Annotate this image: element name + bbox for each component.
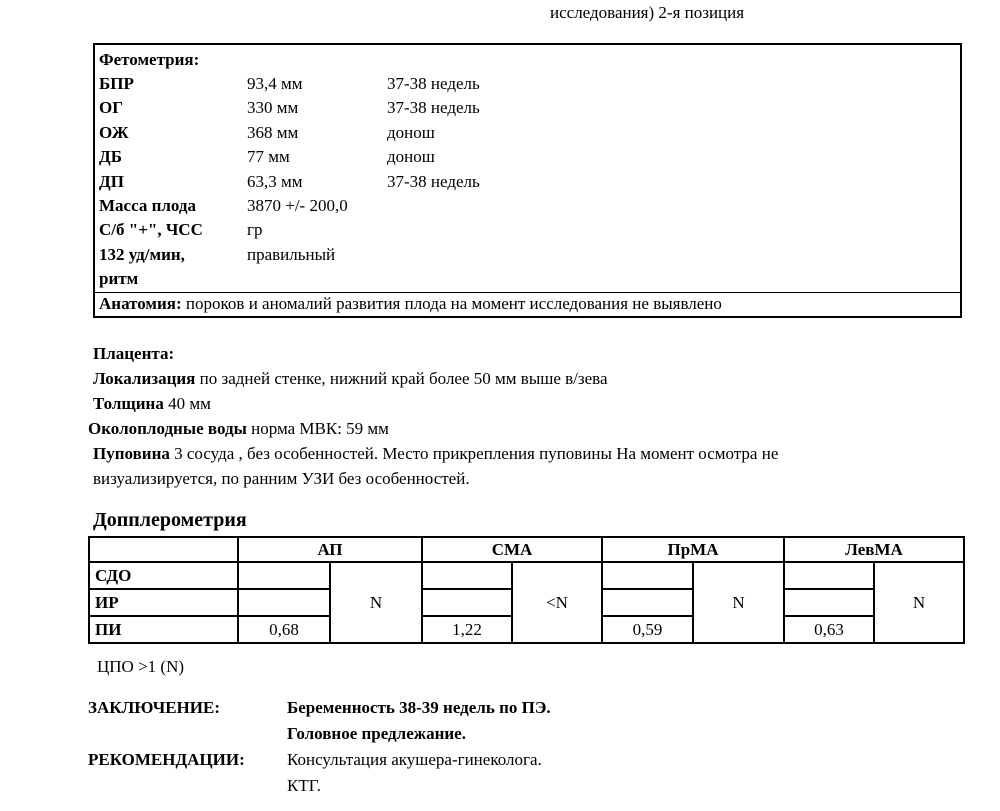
amniotic-label: Околоплодные воды: [88, 419, 247, 438]
doppler-col-ap: АП: [238, 537, 422, 562]
recommendations-label-spacer: [88, 773, 287, 799]
doppler-norm-levma: N: [874, 562, 964, 643]
localization-label: Локализация: [93, 369, 196, 388]
fetometry-row-ozh: [99, 121, 956, 145]
placenta-localization-line: [93, 366, 938, 391]
fetometry-row-value: 93,4 мм: [247, 74, 303, 93]
doppler-cell-ir-sma: [422, 589, 512, 616]
doppler-row-label-ir: ИР: [89, 589, 238, 616]
fetometry-row-label: ритм: [99, 269, 139, 289]
fetometry-row-label: ОЖ: [99, 122, 129, 142]
page-top-line: исследования) 2-я позиция: [550, 3, 745, 22]
fetometry-row-label: С/б "+", ЧСС: [99, 220, 203, 240]
doppler-cell-sdo-prma: [602, 562, 693, 589]
fetometry-row-label: БПР: [99, 74, 134, 93]
placenta-title: [93, 341, 938, 366]
fetometry-row-value: правильный: [247, 244, 336, 264]
fetometry-row-label: Масса плода: [99, 196, 197, 216]
doppler-row-label-sdo: СДО: [89, 562, 238, 589]
doppler-norm-prma: N: [693, 562, 784, 643]
doppler-title: Допплерометрия: [93, 509, 247, 531]
fetometry-title: Фетометрия:: [99, 50, 200, 69]
fetometry-row-value: 330 мм: [247, 98, 299, 118]
doppler-col-levma: ЛевМА: [784, 537, 964, 562]
fetometry-row-label: ДП: [99, 171, 124, 191]
doppler-cell-ir-ap: [238, 589, 330, 616]
fetometry-row-value: 3870 +/- 200,0: [247, 196, 348, 216]
fetometry-row-value: [247, 267, 387, 291]
fetometry-row-label: ДБ: [99, 147, 122, 167]
cpo-footnote: ЦПО >1 (N): [97, 657, 185, 676]
recommendations-line-1: [88, 747, 948, 773]
doppler-row-label-pi: ПИ: [89, 616, 238, 643]
fetometry-row-value: гр: [247, 220, 263, 240]
recommendations-line-2: [88, 773, 948, 799]
fetometry-row-ritm: [99, 267, 956, 291]
umbilical-cord-line-1: [93, 441, 938, 466]
fetometry-row-label: 132 уд/мин,: [99, 244, 185, 264]
anatomy-text: пороков и аномалий развития плода на момент исследования не выявлено: [181, 293, 722, 313]
conclusion-section: [88, 695, 948, 799]
conclusion-text-1: Беременность 38-39 недель по ПЭ.: [287, 698, 551, 717]
doppler-table: [88, 536, 965, 644]
umbilical-cord-line-2: [93, 466, 938, 491]
fetometry-row-sb-chss: [99, 218, 956, 242]
fetometry-row-term: [387, 243, 956, 267]
doppler-cell-pi-levma: 0,63: [784, 616, 874, 643]
cord-text-1: 3 сосуда , без особенностей. Место прикрепления пуповины На момент осмотра не: [169, 444, 779, 463]
placenta-section: [88, 341, 938, 491]
thickness-text: 40 мм: [163, 394, 211, 413]
placenta-thickness-line: [93, 391, 938, 416]
fetometry-row-value: 368 мм: [247, 122, 299, 142]
fetometry-row-term: 37-38 недель: [387, 74, 480, 93]
fetometry-row-term: [387, 218, 956, 242]
doppler-cell-sdo-sma: [422, 562, 512, 589]
fetometry-row-value: 77 мм: [247, 147, 290, 167]
fetometry-row-db: [99, 145, 956, 169]
doppler-norm-ap: N: [330, 562, 422, 643]
recommendations-label: РЕКОМЕНДАЦИИ:: [88, 750, 245, 769]
doppler-cell-pi-sma: 1,22: [422, 616, 512, 643]
doppler-cell-pi-ap: 0,68: [238, 616, 330, 643]
conclusion-text-2: Головное предлежание.: [287, 724, 466, 743]
fetometry-row-term: 37-38 недель: [387, 98, 480, 118]
fetometry-row-term: донош: [387, 122, 435, 142]
conclusion-label: ЗАКЛЮЧЕНИЕ:: [88, 698, 220, 717]
fetometry-table: [93, 43, 962, 318]
fetometry-row-bpr: [99, 72, 956, 96]
thickness-label: Толщина: [93, 394, 164, 413]
recommendation-text-2: КТГ.: [287, 776, 321, 795]
amniotic-fluid-line: [88, 416, 938, 441]
cord-label: Пуповина: [93, 444, 170, 463]
doppler-cell-ir-prma: [602, 589, 693, 616]
fetometry-row-value: 63,3 мм: [247, 171, 303, 191]
doppler-cell-sdo-ap: [238, 562, 330, 589]
amniotic-text: норма МВК: 59 мм: [246, 419, 389, 438]
doppler-corner-cell: [89, 537, 238, 562]
fetometry-row-term: донош: [387, 147, 435, 167]
fetometry-row-term: 37-38 недель: [387, 171, 480, 191]
fetometry-table-body: [95, 45, 960, 292]
doppler-norm-sma: <N: [512, 562, 602, 643]
fetometry-row-term: [387, 267, 956, 291]
anatomy-row: [95, 292, 960, 316]
fetometry-row-dp: [99, 170, 956, 194]
recommendation-text-1: Консультация акушера-гинеколога.: [287, 750, 542, 769]
placenta-title-label: Плацента:: [93, 344, 175, 363]
doppler-cell-pi-prma: 0,59: [602, 616, 693, 643]
localization-text: по задней стенке, нижний край более 50 мм выше в/зева: [195, 369, 608, 388]
conclusion-line-2: [88, 721, 948, 747]
doppler-col-prma: ПрМА: [602, 537, 784, 562]
doppler-cell-sdo-levma: [784, 562, 874, 589]
conclusion-label-spacer: [88, 721, 287, 747]
anatomy-label: Анатомия:: [99, 293, 182, 313]
doppler-row-sdo: [89, 562, 964, 589]
doppler-col-sma: СМА: [422, 537, 602, 562]
fetometry-row-132: [99, 243, 956, 267]
doppler-cell-ir-levma: [784, 589, 874, 616]
fetometry-row-mass: [99, 194, 956, 218]
fetometry-row-og: [99, 96, 956, 120]
fetometry-row-term: [387, 194, 956, 218]
doppler-header-row: [89, 537, 964, 562]
fetometry-row-label: ОГ: [99, 98, 124, 118]
conclusion-line-1: [88, 695, 948, 721]
cord-text-2: визуализируется, по ранним УЗИ без особенностей.: [93, 469, 470, 488]
